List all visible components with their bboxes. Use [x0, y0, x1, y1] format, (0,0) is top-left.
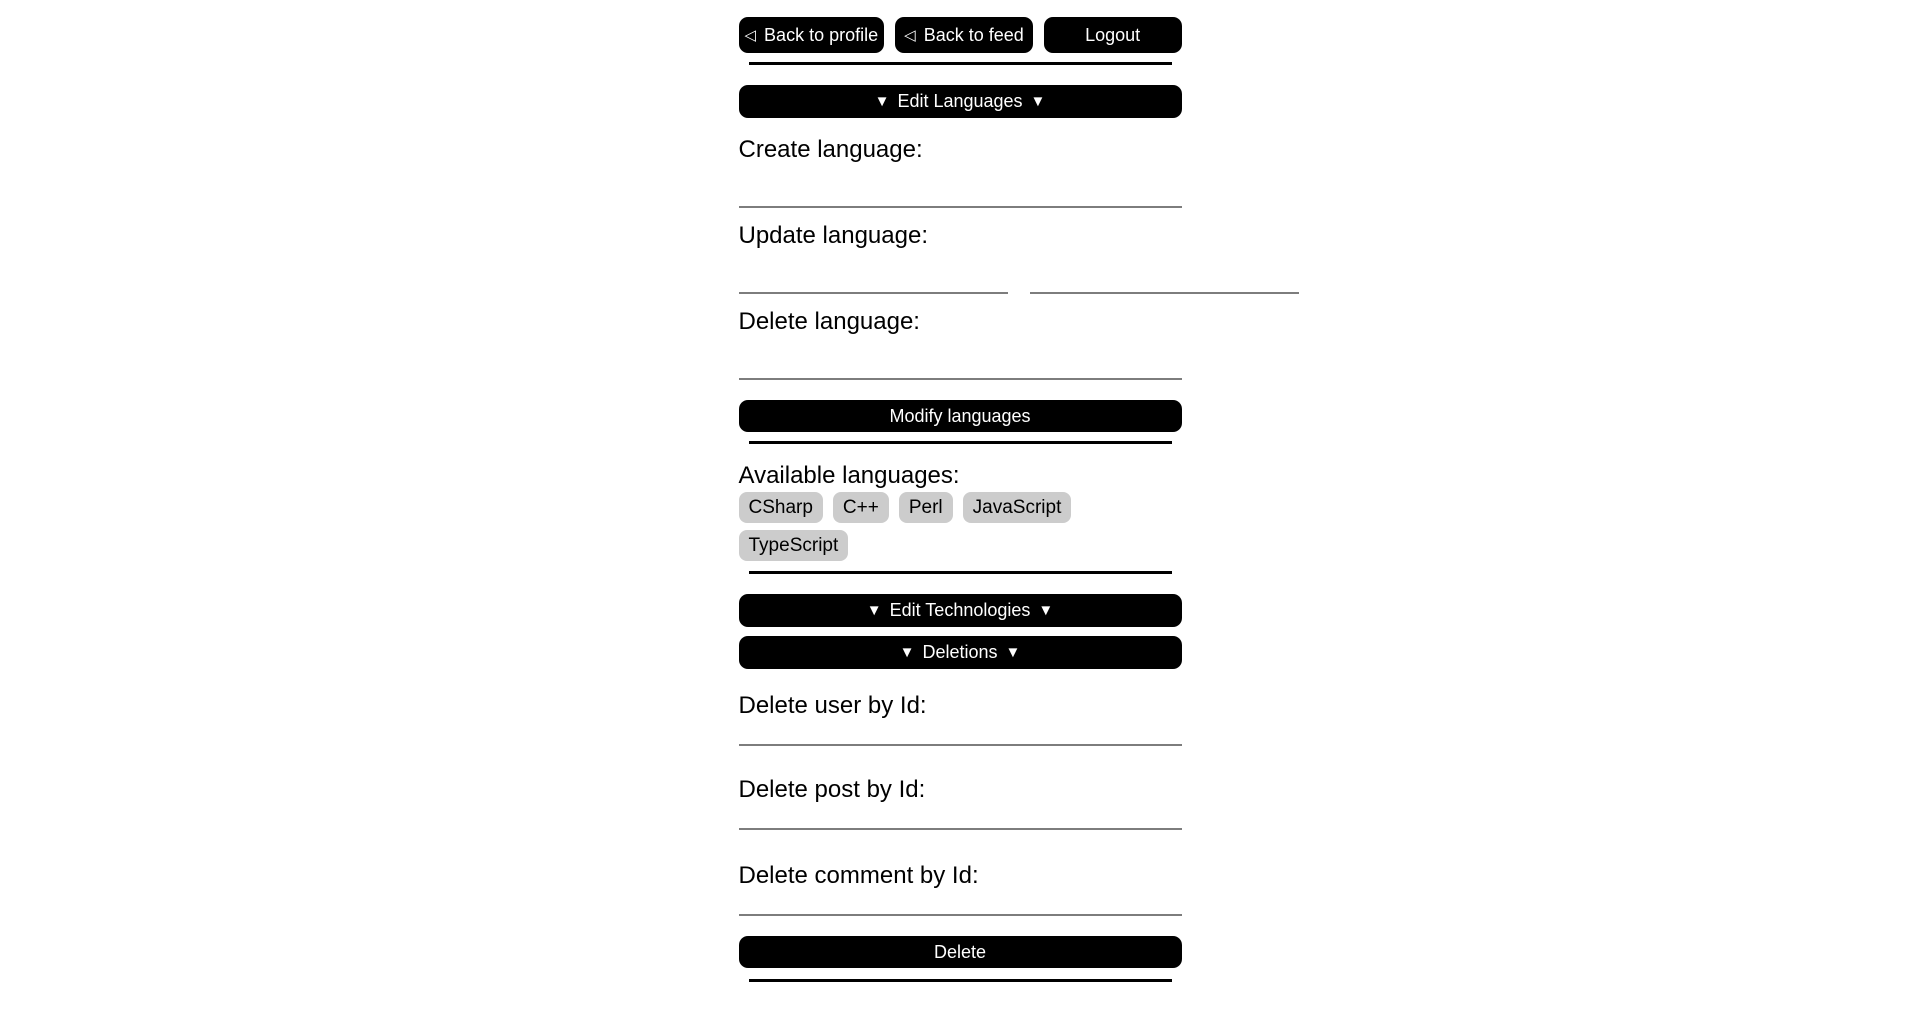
chevron-down-icon: ▼	[874, 93, 890, 110]
deletions-label: Deletions	[922, 642, 998, 662]
update-language-label: Update language:	[738, 222, 928, 249]
edit-technologies-label: Edit Technologies	[889, 600, 1031, 620]
deletions-toggle[interactable]	[739, 636, 1182, 669]
delete-user-id-input[interactable]	[739, 720, 1182, 746]
delete-language-input[interactable]	[739, 336, 1182, 380]
create-language-label: Create language:	[738, 136, 923, 163]
language-chip[interactable]: JavaScript	[963, 492, 1072, 523]
chevron-down-icon: ▼	[1030, 93, 1046, 110]
delete-user-label: Delete user by Id:	[738, 692, 927, 719]
language-chip[interactable]: Perl	[899, 492, 953, 523]
delete-comment-id-input[interactable]	[739, 890, 1182, 916]
top-nav	[739, 17, 1182, 53]
edit-languages-label: Edit Languages	[897, 91, 1023, 111]
back-to-feed-label: Back to feed	[923, 24, 1024, 45]
edit-technologies-toggle[interactable]	[739, 594, 1182, 627]
main-column	[739, 0, 1182, 982]
delete-button-label: Delete	[933, 941, 987, 962]
logout-button[interactable]	[1044, 17, 1182, 53]
modify-languages-label: Modify languages	[889, 405, 1031, 426]
create-language-input[interactable]	[739, 164, 1182, 208]
divider	[749, 979, 1172, 982]
delete-language-label: Delete language:	[738, 308, 920, 335]
modify-languages-button[interactable]	[739, 400, 1182, 432]
back-to-profile-button[interactable]	[739, 17, 885, 53]
delete-post-label: Delete post by Id:	[738, 776, 926, 803]
edit-languages-toggle[interactable]	[739, 85, 1182, 118]
chevron-down-icon: ▼	[866, 602, 882, 619]
back-to-profile-label: Back to profile	[764, 24, 879, 45]
delete-button[interactable]	[739, 936, 1182, 968]
update-language-inputs	[739, 250, 1182, 294]
back-arrow-icon: ◁	[744, 26, 757, 44]
language-chip-list	[739, 492, 1182, 561]
delete-comment-label: Delete comment by Id:	[738, 862, 979, 889]
chevron-down-icon: ▼	[1038, 602, 1054, 619]
back-to-feed-button[interactable]	[895, 17, 1033, 53]
language-chip[interactable]: C++	[833, 492, 889, 523]
delete-post-id-input[interactable]	[739, 804, 1182, 830]
back-arrow-icon: ◁	[904, 26, 916, 44]
available-languages-label: Available languages:	[738, 462, 960, 489]
divider	[749, 441, 1172, 444]
language-chip[interactable]: CSharp	[739, 492, 823, 523]
chevron-down-icon: ▼	[899, 644, 915, 661]
divider	[749, 571, 1172, 574]
update-language-new-input[interactable]	[1030, 250, 1299, 294]
language-chip[interactable]: TypeScript	[739, 530, 849, 561]
logout-label: Logout	[1085, 24, 1141, 45]
chevron-down-icon: ▼	[1005, 644, 1021, 661]
update-language-old-input[interactable]	[739, 250, 1008, 294]
divider	[749, 62, 1172, 65]
